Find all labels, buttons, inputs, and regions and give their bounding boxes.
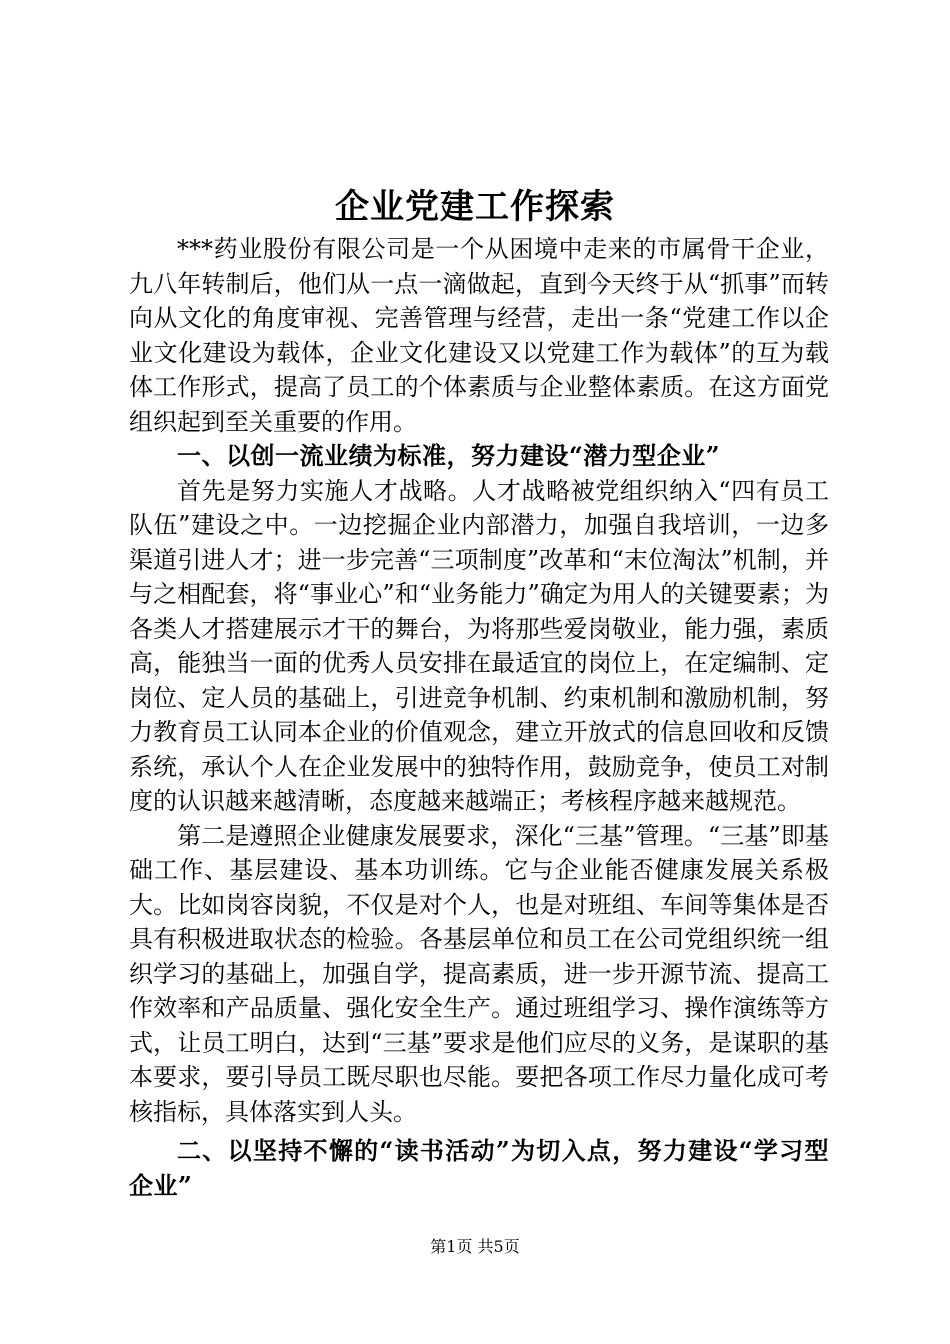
body-paragraph-sanji: 第二是遵照企业健康发展要求，深化“三基”管理。“三基”即基础工作、基层建设、基本功训练。它与企业能否健康发展关系极大。比如岗容岗貌，不仅是对个人，也是对班组、车间等集体是否具有积极进取状态的检验。各基层单位和员工在公司党组织统一组织学习的基础上，加强自学，提高素质，进一步开源节流、提高工作效率和产品质量、强化安全生产。通过班组学习、操作演练等方式，让员工明白，达到“三基”要求是他们应尽的义务，是谋职的基本要求，要引导员工既尽职也尽能。要把各项工作尽力量化成可考核指标，具体落实到人头。 [129, 821, 829, 1126]
body-paragraph-talent: 首先是努力实施人才战略。人才战略被党组织纳入“四有员工队伍”建设之中。一边挖掘企业内部潜力，加强自我培训，一边多渠道引进人才；进一步完善“三项制度”改革和“末位淘汰”机制，并与之相配套，将“事业心”和“业务能力”确定为用人的关键要素；为各类人才搭建展示才干的舞台，为将那些爱岗敬业，能力强，素质高，能独当一面的优秀人员安排在最适宜的岗位上，在定编制、定岗位、定人员的基础上，引进竞争机制、约束机制和激励机制，努力教育员工认同本企业的价值观念，建立开放式的信息回收和反馈系统，承认个人在企业发展中的独特作用，鼓励竞争，使员工对制度的认识越来越清晰，态度越来越端正；考核程序越来越规范。 [129, 476, 829, 815]
section-heading-1: 一、以创一流业绩为标准，努力建设“潜力型企业” [177, 441, 721, 470]
document-title: 企业党建工作探索 [335, 187, 615, 227]
section-heading-2: 二、以坚持不懈的“读书活动”为切入点，努力建设“学习型企业” [129, 1136, 829, 1200]
document-body [129, 232, 829, 1203]
page-number-footer: 第1页 共5页 [430, 1237, 520, 1256]
intro-paragraph: ***药业股份有限公司是一个从困境中走来的市属骨干企业，九八年转制后，他们从一点一滴做起，直到今天终于从“抓事”而转向从文化的角度审视、完善管理与经营，走出一条“党建工作以企业文化建设为载体，企业文化建设又以党建工作为载体”的互为载体工作形式，提高了员工的个体素质与企业整体素质。在这方面党组织起到至关重要的作用。 [129, 235, 829, 436]
